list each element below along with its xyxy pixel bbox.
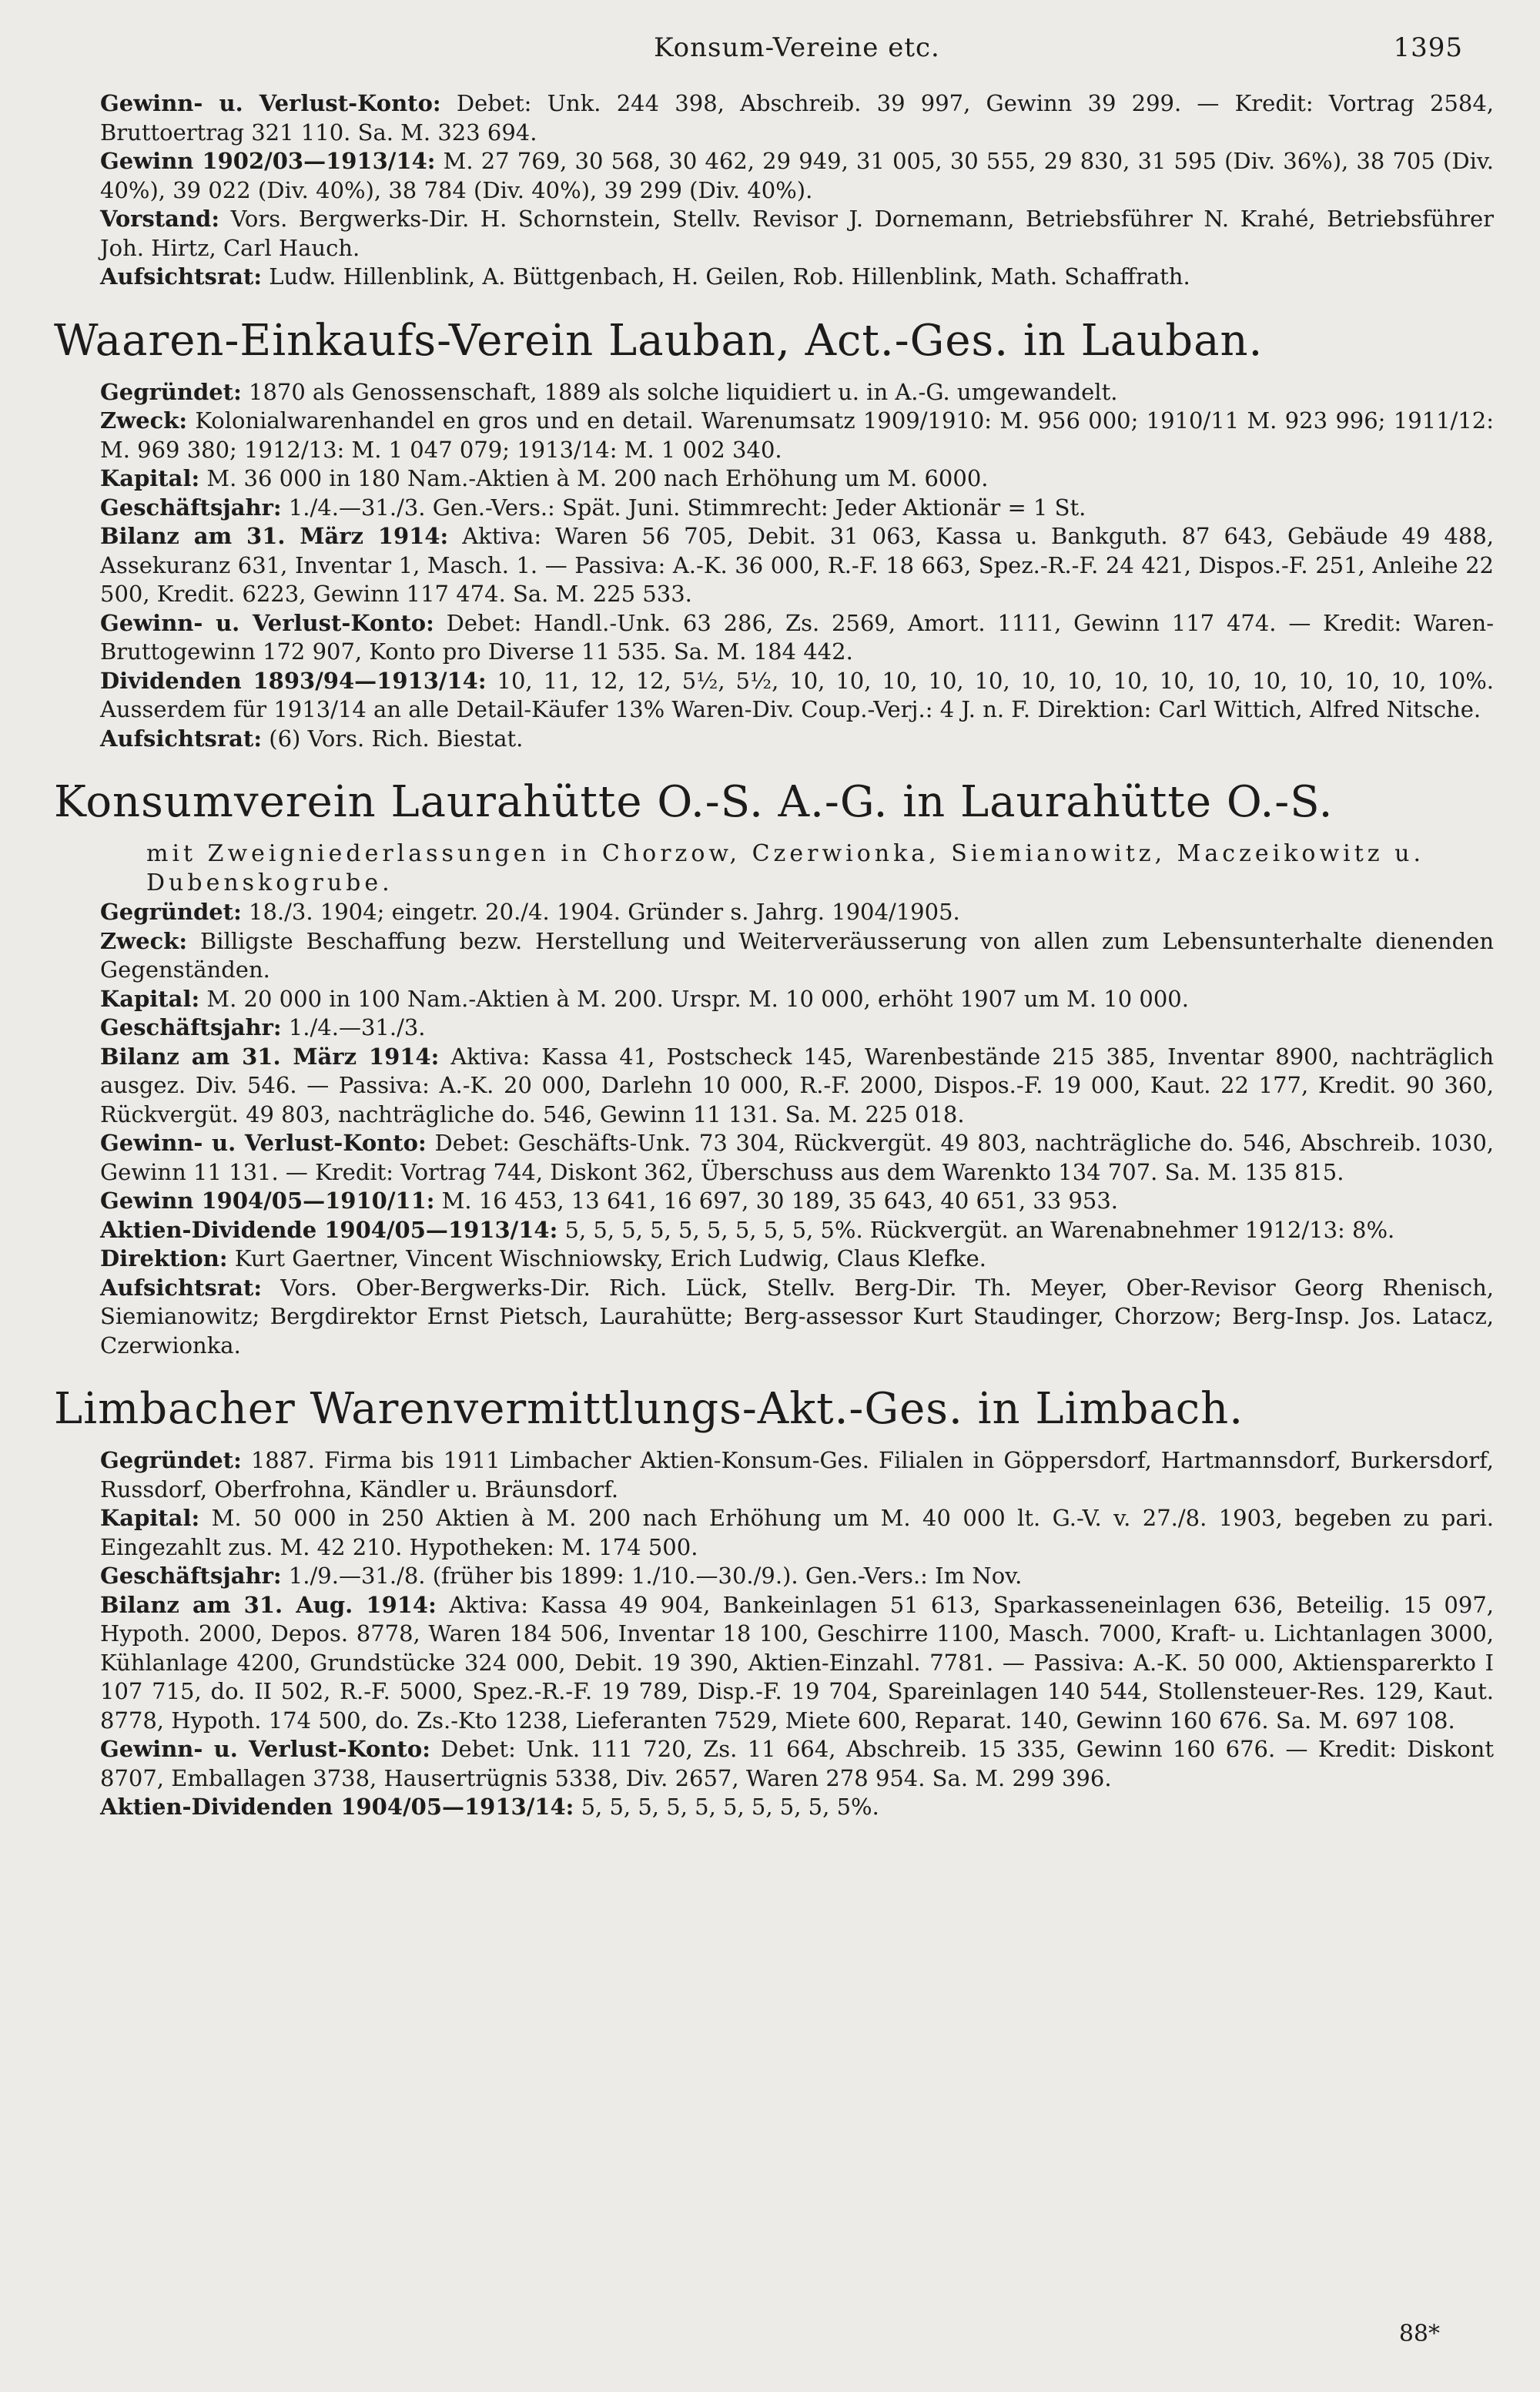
line-label: Gewinn 1904/05—1910/11: — [100, 1188, 435, 1214]
line-label: Aktien-Dividenden 1904/05—1913/14: — [100, 1794, 574, 1820]
entry-line — [100, 522, 1494, 609]
line-label: Kapital: — [100, 465, 200, 491]
line-text: Kolonialwarenhandel en gros und en detail. Warenumsatz 1909/1910: M. 956 000; 1910/11 M. 923 996; 1911/12: M. 969 380; 1912/13: M. 1 047 079; 1913/14: M. 1 002 340. — [100, 407, 1494, 463]
line-text: 5, 5, 5, 5, 5, 5, 5, 5, 5, 5%. Rückvergüt. an Warenabnehmer 1912/13: 8%. — [564, 1216, 1395, 1243]
entry-laurahuette — [54, 776, 1495, 1360]
entry-line — [100, 1043, 1494, 1130]
entry-line — [100, 1216, 1494, 1245]
running-title: Konsum-Vereine etc. — [654, 32, 940, 63]
entry-lauban — [54, 315, 1495, 754]
line-text: Ludw. Hillenblink, A. Büttgenbach, H. Geilen, Rob. Hillenblink, Math. Schaffrath. — [269, 263, 1190, 290]
entry-line — [100, 1793, 1494, 1822]
line-label: Dividenden 1893/94—1913/14: — [100, 667, 487, 694]
line-text: Vors. Ober-Bergwerks-Dir. Rich. Lück, Stellv. Berg-Dir. Th. Meyer, Ober-Revisor Georg Rhenisch, Siemianowitz; Bergdirektor Ernst Pietsch, Laurahütte; Berg-assessor Kurt Staudinger, Chorzow; Berg-Insp. Jos. Latacz, Czerwionka. — [100, 1274, 1494, 1358]
signature-mark: 88* — [1398, 2320, 1440, 2347]
line-text: Aktiva: Kassa 41, Postscheck 145, Warenbestände 215 385, Inventar 8900, nachträglich ausgez. Div. 546. — Passiva: A.-K. 20 000, Darlehn 10 000, R.-F. 2000, Dispos.-F. 19 000, Kaut. 22 177, Kredit. 90 360, Rückvergüt. 49 803, nachträgliche do. 546, Gewinn 11 131. Sa. M. 225 018. — [100, 1043, 1494, 1127]
running-head — [100, 28, 1494, 89]
line-label: Gegründet: — [100, 899, 242, 925]
line-text: 1887. Firma bis 1911 Limbacher Aktien-Konsum-Ges. Filialen in Göppersdorf, Hartmannsdorf, Burkersdorf, Russdorf, Oberfrohna, Kändler u. Bräunsdorf. — [100, 1447, 1495, 1503]
entry-line — [100, 609, 1494, 667]
entry-line — [100, 378, 1494, 407]
entry-line — [100, 205, 1494, 263]
line-text: M. 50 000 in 250 Aktien à M. 200 nach Erhöhung um M. 40 000 lt. G.-V. v. 27./8. 1903, begeben zu pari. Eingezahlt zus. M. 42 210. Hypotheken: M. 174 500. — [100, 1505, 1494, 1560]
line-label: Gewinn- u. Verlust-Konto: — [100, 1130, 427, 1156]
line-label: Kapital: — [100, 1505, 200, 1531]
line-label: Gewinn 1902/03—1913/14: — [100, 148, 436, 174]
entry-line — [100, 1187, 1494, 1216]
entry-line — [100, 263, 1494, 292]
entry-line — [100, 1562, 1494, 1591]
entry-line — [100, 1274, 1494, 1361]
line-text: 10, 11, 12, 12, 5½, 5½, 10, 10, 10, 10, 10, 10, 10, 10, 10, 10, 10, 10, 10, 10, 10%. Ausserdem für 1913/14 an alle Detail-Käufer 13% Waren-Div. Coup.-Verj.: 4 J. n. F. Direktion: Carl Wittich, Alfred Nitsche. — [100, 667, 1495, 722]
line-text: Vors. Bergwerks-Dir. H. Schornstein, Stellv. Revisor J. Dornemann, Betriebsführer N. Krahé, Betriebsführer Joh. Hirtz, Carl Hauch. — [100, 206, 1494, 261]
entry-line — [100, 1013, 1494, 1043]
line-text: Debet: Geschäfts-Unk. 73 304, Rückvergüt. 49 803, nachträgliche do. 546, Abschreib. 1030, Gewinn 11 131. — Kredit: Vortrag 744, Diskont 362, Überschuss aus dem Warenkto 134 707. Sa. M. 135 815. — [100, 1130, 1494, 1185]
entry-line — [100, 1446, 1494, 1504]
line-text: Billigste Beschaffung bezw. Herstellung und Weiterveräusserung von allen zum Lebensunterhalte dienenden Gegenständen. — [100, 927, 1495, 983]
entry-line — [100, 407, 1494, 464]
line-text: M. 16 453, 13 641, 16 697, 30 189, 35 643, 40 651, 33 953. — [441, 1188, 1118, 1214]
entry-line — [100, 985, 1494, 1014]
line-text: M. 36 000 in 180 Nam.-Aktien à M. 200 nach Erhöhung um M. 6000. — [206, 465, 989, 491]
line-label: Bilanz am 31. Aug. 1914: — [100, 1591, 437, 1618]
company-heading: Konsumverein Laurahütte O.-S. A.-G. in Laurahütte O.-S. — [54, 777, 1334, 827]
company-heading: Waaren-Einkaufs-Verein Lauban, Act.-Ges. in Lauban. — [54, 315, 1264, 366]
line-text: 18./3. 1904; eingetr. 20./4. 1904. Gründer s. Jahrg. 1904/1905. — [249, 899, 960, 925]
entry-line — [100, 927, 1494, 985]
line-label: Zweck: — [100, 407, 188, 434]
line-text: 1870 als Genossenschaft, 1889 als solche liquidiert u. in A.-G. umgewandelt. — [249, 378, 1118, 405]
line-text: Debet: Unk. 111 720, Zs. 11 664, Abschreib. 15 335, Gewinn 160 676. — Kredit: Diskont 8707, Emballagen 3738, Hausertrügnis 5338, Div. 2657, Waren 278 954. Sa. M. 299 396. — [100, 1736, 1494, 1791]
line-label: Aktien-Dividende 1904/05—1913/14: — [100, 1216, 558, 1243]
line-label: Aufsichtsrat: — [100, 263, 263, 290]
entry-line — [100, 725, 1494, 754]
line-label: Bilanz am 31. März 1914: — [100, 1043, 440, 1070]
page-number: 1395 — [1393, 32, 1463, 63]
line-text: 1./4.—31./3. — [288, 1014, 426, 1040]
line-label: Kapital: — [100, 985, 200, 1012]
line-text: 1./9.—31./8. (früher bis 1899: 1./10.—30./9.). Gen.-Vers.: Im Nov. — [288, 1563, 1023, 1589]
entry-line — [100, 89, 1494, 147]
line-label: Direktion: — [100, 1245, 228, 1271]
company-heading: Limbacher Warenvermittlungs-Akt.-Ges. in Limbach. — [54, 1384, 1244, 1434]
company-subheading: mit Zweigniederlassungen in Chorzow, Czerwionka, Siemianowitz, Maczeikowitz u. Dubenskogrube. — [146, 840, 1424, 896]
line-label: Vorstand: — [100, 206, 220, 232]
entry-continuation — [100, 89, 1494, 292]
entry-line — [100, 898, 1494, 927]
line-label: Aufsichtsrat: — [100, 1274, 263, 1301]
entry-limbach — [54, 1383, 1495, 1822]
line-label: Gewinn- u. Verlust-Konto: — [100, 90, 441, 116]
line-text: M. 20 000 in 100 Nam.-Aktien à M. 200. Urspr. M. 10 000, erhöht 1907 um M. 10 000. — [206, 985, 1189, 1012]
line-label: Gegründet: — [100, 378, 242, 405]
line-label: Gewinn- u. Verlust-Konto: — [100, 609, 434, 636]
line-label: Aufsichtsrat: — [100, 725, 263, 752]
line-label: Geschäftsjahr: — [100, 1563, 282, 1589]
line-label: Geschäftsjahr: — [100, 1014, 282, 1040]
line-label: Bilanz am 31. März 1914: — [100, 523, 449, 549]
entry-line — [100, 667, 1494, 725]
line-text: M. 27 769, 30 568, 30 462, 29 949, 31 005, 30 555, 29 830, 31 595 (Div. 36%), 38 705 (Div. 40%), 39 022 (Div. 40%), 38 784 (Div. 40%), 39 299 (Div. 40%). — [100, 148, 1495, 203]
entry-line — [100, 494, 1494, 523]
entry-line — [100, 464, 1494, 494]
line-label: Geschäftsjahr: — [100, 494, 282, 521]
line-text: 5, 5, 5, 5, 5, 5, 5, 5, 5, 5%. — [581, 1794, 879, 1820]
entry-line — [100, 147, 1494, 205]
line-label: Zweck: — [100, 927, 188, 954]
line-text: (6) Vors. Rich. Biestat. — [269, 725, 524, 752]
entry-line — [100, 1129, 1494, 1187]
line-text: Aktiva: Kassa 49 904, Bankeinlagen 51 613, Sparkasseneinlagen 636, Beteilig. 15 097, Hypoth. 2000, Depos. 8778, Waren 184 506, Inventar 18 100, Geschirre 1100, Masch. 7000, Kraft- u. Lichtanlagen 3000, Kühlanlage 4200, Grundstücke 324 000, Debit. 19 390, Aktien-Einzahl. 7781. — Passiva: A.-K. 50 000, Aktiensparerkto I 107 715, do. II 502, R.-F. 5000, Spez.-R.-F. 19 789, Disp.-F. 19 704, Spareinlagen 140 544, Stollensteuer-Res. 129, Kaut. 8778, Hypoth. 174 500, do. Zs.-Kto 1238, Lieferanten 7529, Miete 600, Reparat. 140, Gewinn 160 676. Sa. M. 697 108. — [100, 1591, 1495, 1734]
entry-line — [100, 1245, 1494, 1274]
entry-line — [100, 1591, 1494, 1736]
line-text: 1./4.—31./3. Gen.-Vers.: Spät. Juni. Stimmrecht: Jeder Aktionär = 1 St. — [288, 494, 1086, 521]
line-label: Gegründet: — [100, 1447, 242, 1473]
line-text: Kurt Gaertner, Vincent Wischniowsky, Erich Ludwig, Claus Klefke. — [234, 1245, 987, 1271]
line-text: Debet: Handl.-Unk. 63 286, Zs. 2569, Amort. 1111, Gewinn 117 474. — Kredit: Waren-Bruttogewinn 172 907, Konto pro Diverse 11 535. Sa. M. 184 442. — [100, 609, 1494, 665]
line-text: Debet: Unk. 244 398, Abschreib. 39 997, Gewinn 39 299. — Kredit: Vortrag 2584, Bruttoertrag 321 110. Sa. M. 323 694. — [100, 90, 1494, 146]
entry-line — [100, 1735, 1494, 1793]
line-label: Gewinn- u. Verlust-Konto: — [100, 1736, 430, 1762]
entry-line — [100, 1504, 1494, 1562]
line-text: Aktiva: Waren 56 705, Debit. 31 063, Kassa u. Bankguth. 87 643, Gebäude 49 488, Assekuranz 631, Inventar 1, Masch. 1. — Passiva: A.-K. 36 000, R.-F. 18 663, Spez.-R.-F. 24 421, Dispos.-F. 251, Anleihe 22 500, Kredit. 6223, Gewinn 117 474. Sa. M. 225 533. — [100, 523, 1494, 607]
